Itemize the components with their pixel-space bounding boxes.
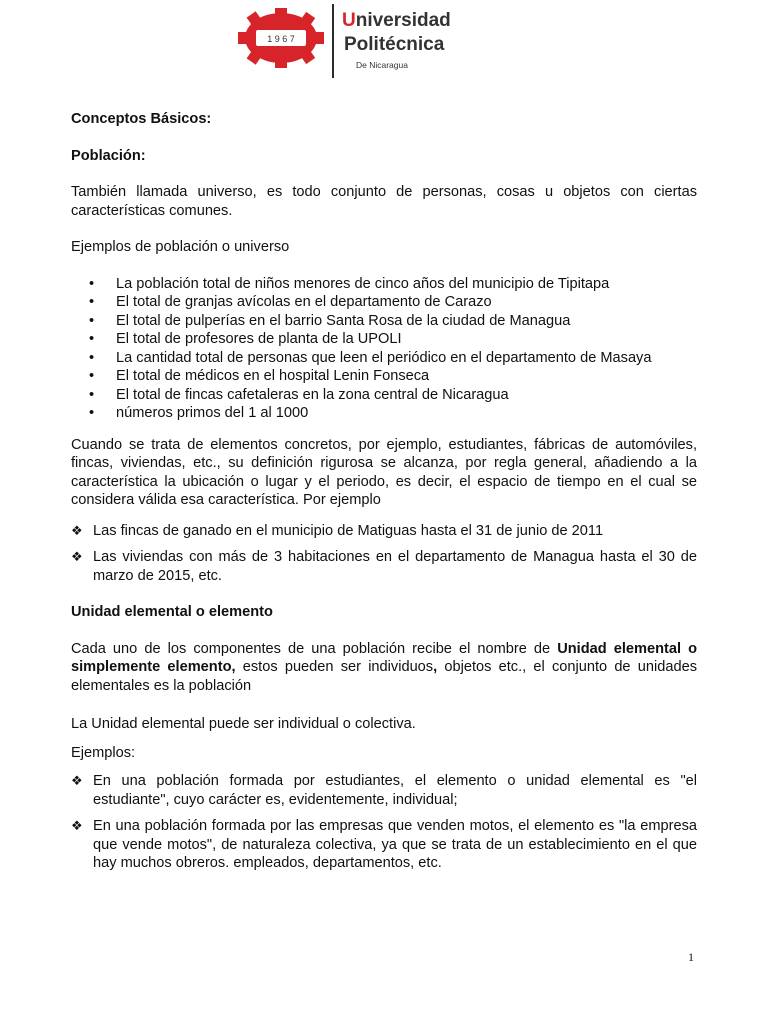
list-item: • números primos del 1 al 1000 [71,404,697,423]
concretos-examples-list [71,522,697,586]
heading-poblacion: Población: [71,147,146,164]
diamond-bullet-icon: ❖ [71,773,83,788]
logo-line-2: Politécnica [344,34,445,55]
ejemplos-intro: Ejemplos de población o universo [71,239,290,255]
heading-unidad: Unidad elemental o elemento [71,604,273,620]
list-item: • El total de fincas cafetaleras en la zona central de Nicaragua [71,386,697,405]
diamond-bullet-icon: ❖ [71,818,83,833]
poblacion-definition: También llamada universo, es todo conjunto de personas, cosas u objetos con ciertas características comunes. [71,184,697,219]
unidad-examples-list [71,772,697,873]
list-item: • El total de granjas avícolas en el departamento de Carazo [71,293,697,312]
list-item: • La población total de niños menores de cinco años del municipio de Tipitapa [71,275,697,294]
list-item: ❖ En una población formada por las empresas que venden motos, el elemento es "la empresa que vende motos", de naturaleza colectiva, ya que se trata de un establecimiento en el que hay muchos obreros. empleados, departamentos, etc. [71,818,697,871]
unidad-tipo: La Unidad elemental puede ser individual o colectiva. [71,716,416,732]
list-item: ❖ En una población formada por estudiantes, el elemento o unidad elemental es "el estudiante", cuyo carácter es, evidentemente, individual; [71,773,697,808]
logo-line-1 [342,10,451,32]
ejemplos-label: Ejemplos: [71,744,136,761]
diamond-bullet-icon: ❖ [71,522,83,538]
list-item: • El total de profesores de planta de la UPOLI [71,330,697,349]
unidad-paragraph: Cada uno de los componentes de una población recibe el nombre de Unidad elemental o simplemente elemento, estos pueden ser individuos, objetos etc., el conjunto de unidades elementales es la población [71,640,697,694]
list-item: ❖ Las viviendas con más de 3 habitaciones en el departamento de Managua hasta el 30 de marzo de 2015, etc. [71,549,697,584]
logo-divider [332,4,334,78]
heading-conceptos: Conceptos Básicos: [71,111,212,127]
list-item: • El total de médicos en el hospital Lenin Fonseca [71,367,697,386]
list-item: • El total de pulperías en el barrio Santa Rosa de la ciudad de Managua [71,312,697,331]
diamond-bullet-icon: ❖ [71,549,83,564]
document-body [71,110,697,873]
concretos-paragraph: Cuando se trata de elementos concretos, por ejemplo, estudiantes, fábricas de automóviles, fincas, viviendas, etc., su definición rigurosa se alcanza, por regla general, añadiendo a la característica la ubicación o lugar y el periodo, es decir, el espacio de tiempo en el cual se considera válida esa característica. Por ejemplo [71,436,697,508]
page-number: 1 [688,950,694,964]
list-item: ❖ Las fincas de ganado en el municipio de Matiguas hasta el 31 de junio de 2011 [71,522,604,539]
logo-line-3: De Nicaragua [356,60,408,70]
logo-year: 1 9 6 7 [267,34,295,44]
list-item: • La cantidad total de personas que leen el periódico en el departamento de Masaya [71,349,697,368]
gear-logo-icon [238,8,324,68]
poblacion-examples-list [71,275,697,423]
logo-line-1-rest: niversidad [355,10,451,31]
logo-initial: U [342,10,356,31]
university-logo [238,4,478,80]
